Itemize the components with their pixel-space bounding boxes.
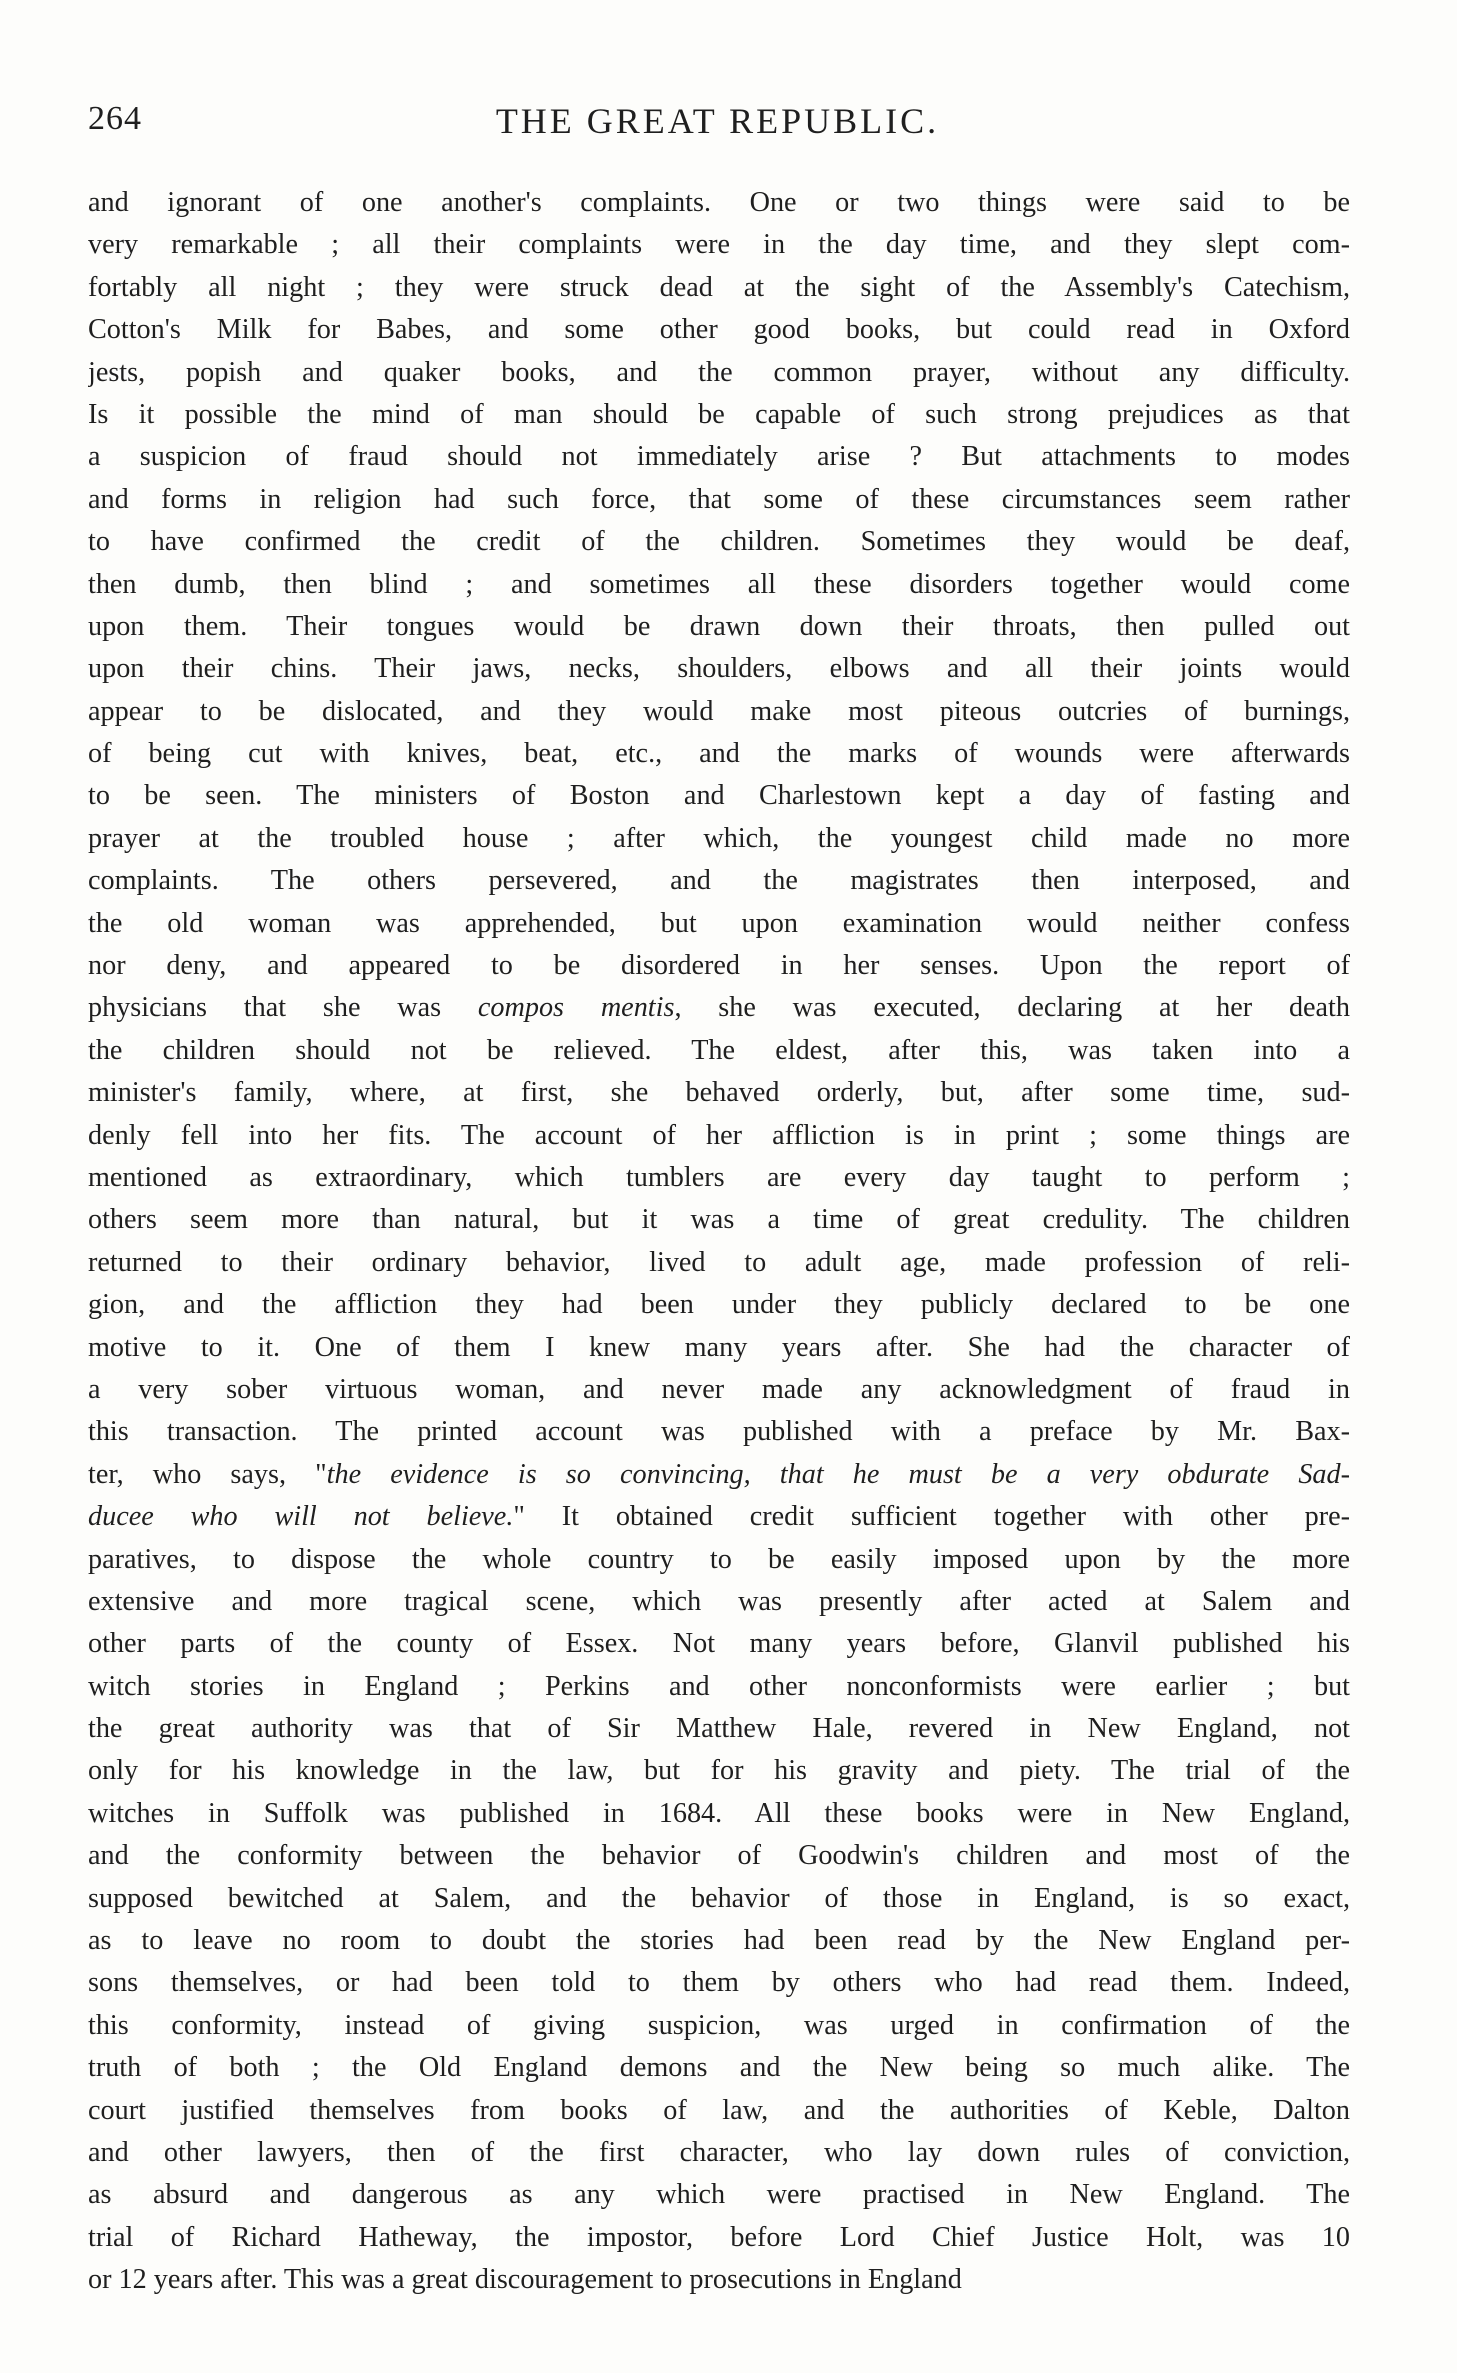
text-segment: jests, popish and quaker books, and the common prayer, without any difficulty. <box>88 356 1350 388</box>
text-line <box>88 1750 1350 1792</box>
text-segment: others seem more than natural, but it was a time of great credulity. The children <box>88 1204 1350 1236</box>
text-segment: only for his knowledge in the law, but for his gravity and piety. The trial of the <box>88 1755 1350 1787</box>
text-segment: the great authority was that of Sir Matthew Hale, revered in New England, not <box>88 1713 1350 1745</box>
text-segment: " It obtained credit sufficient together with other pre- <box>513 1501 1350 1533</box>
text-line <box>88 2217 1350 2259</box>
italic-text: the evidence is so convincing, that he must be a very obdurate Sad- <box>326 1458 1350 1490</box>
text-segment: witch stories in England ; Perkins and other nonconformists were earlier ; but <box>88 1670 1350 1702</box>
text-segment: very remarkable ; all their complaints were in the day time, and they slept com- <box>88 229 1350 261</box>
text-line <box>88 1666 1350 1708</box>
text-line <box>88 606 1350 648</box>
text-line <box>88 1327 1350 1369</box>
text-segment: to have confirmed the credit of the children. Sometimes they would be deaf, <box>88 526 1350 558</box>
text-line <box>88 1835 1350 1877</box>
text-segment: as to leave no room to doubt the stories had been read by the New England per- <box>88 1925 1350 1957</box>
text-line <box>88 1496 1350 1538</box>
text-line <box>88 1581 1350 1623</box>
text-segment: truth of both ; the Old England demons and the New being so much alike. The <box>88 2052 1350 2084</box>
text-segment: witches in Suffolk was published in 1684. All these books were in New England, <box>88 1797 1350 1829</box>
text-segment: then dumb, then blind ; and sometimes all these disorders together would come <box>88 568 1350 600</box>
text-segment: and other lawyers, then of the first character, who lay down rules of conviction, <box>88 2136 1350 2168</box>
text-segment: and the conformity between the behavior of Goodwin's children and most of the <box>88 1840 1350 1872</box>
text-segment: denly fell into her fits. The account of her affliction is in print ; some things are <box>88 1119 1350 1151</box>
text-line <box>88 564 1350 606</box>
text-line <box>88 267 1350 309</box>
text-line <box>88 648 1350 690</box>
text-line <box>88 1115 1350 1157</box>
text-segment: and ignorant of one another's complaints. One or two things were said to be <box>88 187 1350 218</box>
text-line <box>88 1539 1350 1581</box>
text-segment: a suspicion of fraud should not immediately arise ? But attachments to modes <box>88 441 1350 473</box>
text-line <box>88 1369 1350 1411</box>
text-line <box>88 2259 1350 2301</box>
page-number: 264 <box>88 100 142 137</box>
text-segment: , she was executed, declaring at her death <box>674 992 1350 1024</box>
text-segment: nor deny, and appeared to be disordered in her senses. Upon the report of <box>88 950 1350 982</box>
text-segment: extensive and more tragical scene, which was presently after acted at Salem and <box>88 1585 1350 1617</box>
text-line <box>88 1030 1350 1072</box>
text-line <box>88 479 1350 521</box>
text-line <box>88 1920 1350 1962</box>
text-line <box>88 2132 1350 2174</box>
text-line <box>88 1072 1350 1114</box>
text-line <box>88 1157 1350 1199</box>
text-segment: as absurd and dangerous as any which were practised in New England. The <box>88 2179 1350 2211</box>
text-segment: trial of Richard Hatheway, the impostor, before Lord Chief Justice Holt, was 10 <box>88 2221 1350 2253</box>
text-line <box>88 1793 1350 1835</box>
page-header <box>88 100 1347 150</box>
text-line <box>88 2090 1350 2132</box>
text-line <box>88 2174 1350 2216</box>
text-segment: or 12 years after. This was a great discouragement to prosecutions in England <box>88 2264 962 2296</box>
text-line <box>88 860 1350 902</box>
text-line <box>88 1708 1350 1750</box>
text-line <box>88 224 1350 266</box>
text-segment: sons themselves, or had been told to them by others who had read them. Indeed, <box>88 1967 1350 1999</box>
text-segment: mentioned as extraordinary, which tumblers are every day taught to perform ; <box>88 1161 1350 1193</box>
text-segment: motive to it. One of them I knew many years after. She had the character of <box>88 1331 1350 1363</box>
text-segment: upon them. Their tongues would be drawn down their throats, then pulled out <box>88 610 1350 642</box>
italic-text: compos mentis <box>477 992 675 1024</box>
text-segment: ter, who says, " <box>88 1458 327 1490</box>
text-line <box>88 2005 1350 2047</box>
text-segment: gion, and the affliction they had been under they publicly declared to be one <box>88 1289 1350 1321</box>
text-line <box>88 436 1350 478</box>
text-segment: paratives, to dispose the whole country to be easily imposed upon by the more <box>88 1543 1350 1575</box>
text-line <box>88 1199 1350 1241</box>
text-segment: minister's family, where, at first, she behaved orderly, but, after some time, sud- <box>88 1077 1350 1109</box>
text-segment: this transaction. The printed account was published with a preface by Mr. Bax- <box>88 1416 1350 1448</box>
text-line <box>88 1242 1350 1284</box>
text-line <box>88 352 1350 394</box>
text-segment: upon their chins. Their jaws, necks, shoulders, elbows and all their joints would <box>88 653 1350 685</box>
text-segment: physicians that she was <box>88 992 478 1024</box>
text-segment: Cotton's Milk for Babes, and some other good books, but could read in Oxford <box>88 314 1350 346</box>
text-line <box>88 733 1350 775</box>
text-segment: to be seen. The ministers of Boston and Charlestown kept a day of fasting and <box>88 780 1350 812</box>
text-line <box>88 1878 1350 1920</box>
text-line <box>88 1623 1350 1665</box>
text-line <box>88 1454 1350 1496</box>
text-line <box>88 309 1350 351</box>
text-line <box>88 521 1350 563</box>
text-line <box>88 182 1350 224</box>
text-line <box>88 987 1350 1029</box>
italic-text: ducee who will not believe. <box>88 1501 514 1533</box>
text-segment: prayer at the troubled house ; after which, the youngest child made no more <box>88 822 1350 854</box>
text-segment: Is it possible the mind of man should be capable of such strong prejudices as that <box>88 398 1350 430</box>
running-title: THE GREAT REPUBLIC. <box>495 101 940 141</box>
text-line <box>88 1284 1350 1326</box>
text-segment: returned to their ordinary behavior, lived to adult age, made profession of reli- <box>88 1246 1350 1278</box>
text-segment: a very sober virtuous woman, and never made any acknowledgment of fraud in <box>88 1373 1350 1405</box>
text-line <box>88 903 1350 945</box>
text-segment: other parts of the county of Essex. Not many years before, Glanvil published his <box>88 1628 1350 1660</box>
text-segment: supposed bewitched at Salem, and the behavior of those in England, is so exact, <box>88 1882 1350 1914</box>
text-segment: fortably all night ; they were struck dead at the sight of the Assembly's Catechism, <box>88 271 1350 303</box>
text-segment: complaints. The others persevered, and the magistrates then interposed, and <box>88 865 1350 897</box>
text-segment: and forms in religion had such force, that some of these circumstances seem rather <box>88 483 1350 515</box>
text-line <box>88 2047 1350 2089</box>
text-line <box>88 691 1350 733</box>
text-line <box>88 1411 1350 1453</box>
text-line <box>88 394 1350 436</box>
text-line <box>88 775 1350 817</box>
text-segment: of being cut with knives, beat, etc., and the marks of wounds were afterwards <box>88 738 1350 770</box>
text-segment: this conformity, instead of giving suspicion, was urged in confirmation of the <box>88 2009 1350 2041</box>
text-segment: the old woman was apprehended, but upon examination would neither confess <box>88 907 1350 939</box>
body-paragraph <box>88 182 1350 2302</box>
text-line <box>88 818 1350 860</box>
text-line <box>88 1962 1350 2004</box>
text-segment: the children should not be relieved. The eldest, after this, was taken into a <box>88 1034 1350 1066</box>
text-line <box>88 945 1350 987</box>
text-segment: court justified themselves from books of law, and the authorities of Keble, Dalton <box>88 2094 1350 2126</box>
text-segment: appear to be dislocated, and they would make most piteous outcries of burnings, <box>88 695 1350 727</box>
